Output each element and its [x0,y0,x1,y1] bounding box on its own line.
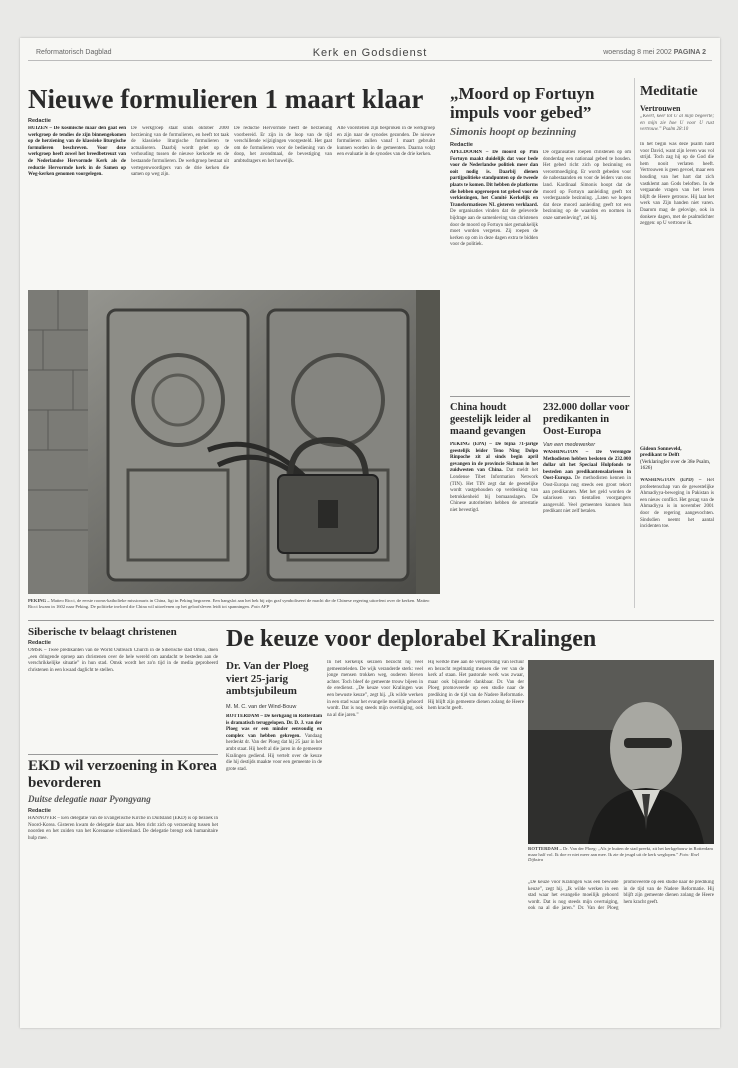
china-lead: PEKING (EPA) – De bijna 71-jarige geestelijk leider Teno Ning Dolpo Rinpoche zit al sinds begin april gevangen in de provincie Sichuan in het zuidwesten van China. [450,442,538,474]
main-photo [28,290,440,594]
caption-text: Matteo Ricci, de eerste rooms-katholieke missionaris in China, ligt in Peking begraven. Een hangslot aan het hek bij zijn graf symboliseert de macht die de Chinese regering uitoefent over de kerken. Matteo Ricci kwam in 1602 naar Peking. De politieke invloed die China wil uitoefenen op het geloofsleven leidt tot spanningen. [28,598,430,609]
caption-kicker: PEKING – [28,598,50,603]
meditatie-author-role: predikant te Delft [640,452,680,459]
china-body [450,442,538,572]
main-article-col-4: Alle voorstellen zijn besproken in de werkgroep en zijn naar de synodes gezonden. De nieuwe formulieren zullen vanaf 1 maart gebruikt kunnen worden in de gemeenten. Daarna volgt een evaluatie in de synodes van de drie kerken. [337,126,435,158]
section-rule [28,620,714,621]
meditatie-washington [640,478,714,598]
kralingen-body-5: Dr. Van der Ploeg promoveerde op een studie naar de prediking in de tijd van de Nadere Reformatie. Hij blijft zijn gemeente dienen zolang de Heere hem kracht geeft. [428,679,524,712]
kralingen-body-4: Hij werkte mee aan de verspreiding van lectuur en bezocht regelmatig mensen die ver van de kerk af staan. Het pastorale werk was zwaar, maar ook bijzonder dankbaar. [428,660,524,685]
kralingen-headline: De keuze voor deplorabel Kralingen [226,626,597,652]
divider [28,754,218,755]
paper-name: Reformatorisch Dagblad [36,49,112,56]
ekd-subhead: Duitse delegatie naar Pyongyang [28,794,151,804]
fortuyn-col-1 [450,150,538,390]
meditatie-title: Meditatie [640,84,698,99]
tv-text: De methodisten kennen in Oost-Europa nog steeds een groot tekort aan predikanten. Met het geld worden de salarissen van tientallen voorgangers aangevuld. Veel gemeenten kunnen hun predikant niet zelf betalen. [543,476,631,515]
fortuyn-col-2 [543,150,631,390]
page-header [28,46,712,61]
main-article-col-1 [28,126,126,284]
kralingen-author: M. M. C. van der Wind-Bouw [226,704,297,710]
tv-headline: 232.000 dollar voor predikanten in Oost-Europa [543,402,630,437]
fortuyn-headline: „Moord op Fortuyn impuls voor gebed” [450,84,595,122]
tv-body [543,450,631,576]
kralingen-photo [528,660,714,844]
date-text: woensdag 8 mei 2002 [603,49,672,56]
kralingen-col-1 [226,714,322,1014]
kralingen-body-continued-2: Dr. Van der Ploeg promoveerde op een studie naar de prediking in de tijd van de Nadere Reformatie. Hij blijft zijn gemeente dienen zolang de Heere hem kracht geeft. [578,880,714,912]
fortuyn-lead: APELDOORN – De moord op Pim Fortuyn maakt duidelijk dat voor bede voor de Nederlandse politiek meer dan ooit nodig is. Daarbij dienen partijpolitieke standpunten op de tweede plaats te komen. Dit hebben de platforms die hebben opgeroepen tot gebed voor de verkiezingen, het Comité Kerkelijk en Transformatiezes NL gisteren verklaard. [450,150,538,208]
section-title: Kerk en Godsdienst [312,47,428,59]
photo-credit: Foto AFP [251,603,270,609]
meditatie-author-block [640,446,714,472]
kralingen-body-1: Vandaag herdenkt dr. Van der Ploeg dat hij 25 jaar in het ambt staat. Hij heeft al die jaren in de gemeente Kralingen gediend. Hij vertelt over de keuze die hij destijds maakte voor een gemeente in de grote stad. [226,733,322,772]
wash-text: Het profeetenschap van de gewestelijke Ahmadiyya-beweging in Pakistan is een nieuw conflict. Het gezag van de Ahmadiyya is in november 2001 door de regering aangevochten. Sindsdien neemt het aantal incidenten toe. [640,478,714,530]
siberie-headline: Siberische tv belaagt christenen [28,626,177,638]
kralingen-col-3 [428,660,524,1014]
fortuyn-body-3: Kardinaal Simonis hoopt dat de moord op Fortuyn aanleiding geeft tot verdergaande bezinning. „Laten we hopen dat deze moord aanleiding geeft tot een bezinning op de waarden en normen in onze samenleving”, zei hij. [543,182,631,221]
divider [450,396,630,397]
ekd-headline: EKD wil verzoening in Korea bevorderen [28,758,217,791]
tv-byline: Van een medewerker [543,442,596,448]
meditatie-subtitle: Vertrouwen [640,104,681,113]
kralingen-col-4 [528,880,714,1014]
siberie-body: OMSK – Twee predikanten van de World Outreach Church in de Siberische stad Omsk, doen „een dringende oproep aan christenen over de hele wereld om aandacht te besteden aan de verschrikkelijke situatie” in hun stad. Omsk wordt het zo'n tijd in de media geprobeerd christenen in een kwaad daglicht te stellen. [28,648,218,673]
page-number: PAGINA 2 [673,49,706,56]
kralingen-photo-caption [528,846,714,876]
fortuyn-subhead: Simonis hoopt op bezinning [450,126,577,138]
fortuyn-body-2: De organisaties roepen christenen op om donderdag een nationaal gebed te houden. Het gebed richt zich op bezinning en verootmoediging. Er wordt gebeden voor de nabestaanden en voor de leiders van ons land. [543,150,631,188]
tv-lead: WASHINGTON – De Verenigde Methodisten hebben besloten de 232.000 dollar uit het Speciaal Hulpfonds te besteden aan predikantensalarissen in Oost-Europa. [543,450,631,482]
meditatie-body: In het begin was deze psalm hard voor David, want zijn leven was vol strijd. Toch zag hij op de God die hem nooit verlaten heeft. Vertrouwen is geen gevoel, maar een houding van het hart dat zich vastklemt aan Gods beloften. In de vergaande vragen van het leven blijft de Heere getrouw. Hij laat het werk van Zijn handen niet varen. Daarom mag de gelovige, ook in donkere dagen, met de psalmdichter zeggen: op U vertrouw ik. [640,142,714,227]
kralingen-lead: ROTTERDAM – De kerkgang in Rotterdam is dramatisch teruggelopen. Dr. D. J. van der Ploeg was er een minder eenvoudig en complex van hebben gekregen. [226,714,322,739]
kralingen-caption-text: Dr. Van der Ploeg: „Als je buiten de stad preekt, zit het kerkgebouw in Rotterdam maar half vol. Ik doe er niet meer aan mee. Ik zie de jeugd uit de kerk weglopen.” [528,846,713,857]
meditatie-author: Gideon Sonneveld, [640,446,682,452]
kralingen-body-2: In het kerkelijk seizoen bezocht hij veel gemeenteleden. De wijk veranderde sterk: veel jonge mensen trokken weg, ouderen bleven achter. Toch bleef de gemeente trouw bijeen in de eredienst. [327,660,423,692]
newspaper-page [20,38,720,1028]
kralingen-body-3: „De keuze voor Kralingen was een bewuste keuze”, zegt hij. „Ik wilde werken in een stad waar het evangelie moeilijk gehoord wordt. Dat is nog steeds mijn overtuiging, ook na al die jaren.” [327,686,423,718]
main-article-col-3: De reductie Hervormde heeft de herziening voorbereid. Er zijn in de loop van de tijd verschillende wijzigingen voorgesteld. Het gaat om de formulieren voor de bediening van de doop, het avondmaal, de bevestiging van ambtsdragers en het huwelijk. [234,126,332,164]
kralingen-sidebar-headline: Dr. Van der Ploeg viert 25-jarig ambtsjubileum [226,660,309,697]
main-lead: HUIZEN – De kosmische maar den gaat een werkgroep de tendies de zijn binnengekomen op de herziening van de klassieke liturgische formulieren beschreven. Voor deze werkgroep heeft zowel het breedbetreuzt van de Nederlandse Hervormde Kerk als de reductie Hervormde kerk in de Samen op Weg-kerken genomen voorgelegen. [28,126,126,178]
kralingen-body-continued: „De keuze voor Kralingen was een bewuste keuze”, zegt hij. „Ik wilde werken in een stad waar het evangelie moeilijk gehoord wordt. Dat is nog steeds mijn overtuiging, ook na al die jaren.” [528,880,619,912]
fortuyn-byline: Redactie [450,142,473,148]
verse-text: „Keert, keer tot U al mijn begeerte; en mijn zie hoe U voor U rust vertrouw.” [640,114,714,133]
kralingen-photo-credit: Foto: Roel Dijkstra [528,851,700,863]
kralingen-caption-kicker: ROTTERDAM – [528,846,562,851]
page-date [603,49,706,56]
main-article-col-2: De werkgroep staat sinds oktober 2000 herziening van de formulieren, en heeft tot taak de klassieke liturgische formulieren te actualiseren. Daarbij wordt gelet op de verhouding tussen de nieuwe kerkorde en de bestaande formulieren. De werkgroep bestaat uit vertegenwoordigers van de drie kerken die samen op weg zijn. [131,126,229,178]
china-text: Dat meldt het Londense Tibet Information Network (TIN). Het TIN zegt dat de geestelijke wordt vastgehouden op verdenking van betrokkenheid bij bomaanslagen. De Chinese autoriteiten hebben de arrestatie niet bevestigd. [450,468,538,513]
meditatie-footer: (Verklaringfer over de 38e Psalm, 1626) [640,458,711,472]
china-headline: China houdt geestelijk leider al maand gevangen [450,402,531,437]
column-divider [634,78,635,608]
main-byline: Redactie [28,118,51,124]
ekd-byline: Redactie [28,808,51,814]
kralingen-col-2 [327,660,423,1014]
cemetery-gate-image [28,290,440,594]
verse-ref: Psalm 28:10 [662,127,689,133]
meditatie-verse [640,114,714,140]
portrait-image [528,660,714,844]
wash-kicker: WASHINGTON (EPD) – [640,478,702,483]
ekd-body: HANNOVER – Een delegatie van de Evangelische Kirche in Duitsland (EKD) is op bezoek in Noord-Korea. Gisteren kwam de delegatie daar aan. Men richt zich op verzoening tussen het noorden en het zuiden van het Koreaanse schiereiland. De delegatie brengt ook humanitaire hulp mee. [28,816,218,841]
siberie-byline: Redactie [28,640,51,646]
main-headline: Nieuwe formulieren 1 maart klaar [28,84,424,114]
main-photo-caption [28,598,440,616]
fortuyn-body-1: De organisaties vinden dat de geleverde bijdrage aan de samenleving van christenen door de moord op Fortuyn niet gemakkelijk moet worden vergeten. Zij roepen de kerken op om in deze dagen extra te bidden voor de politiek. [450,209,538,248]
